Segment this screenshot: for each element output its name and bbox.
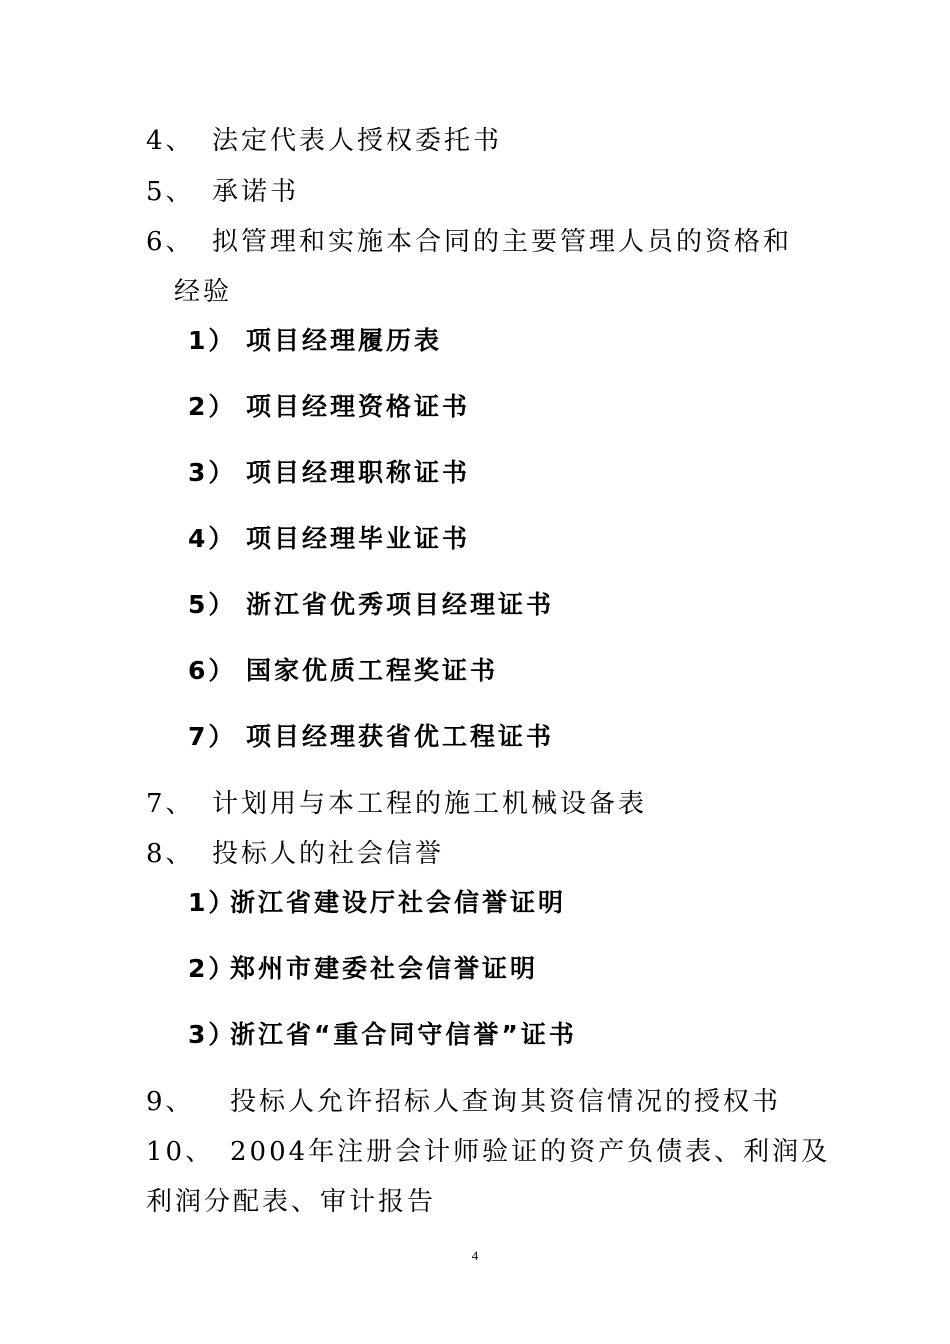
sub-item xyxy=(188,588,554,622)
sub-item-text: 浙江省优秀项目经理证书 xyxy=(246,590,555,619)
sub-item-text: 项目经理履历表 xyxy=(246,326,443,355)
item-number: 9、 xyxy=(146,1087,195,1117)
sub-item xyxy=(188,324,442,358)
item-text: 法定代表人授权委托书 xyxy=(212,126,503,156)
list-item xyxy=(146,787,647,821)
list-item-continuation: 利润分配表、审计报告 xyxy=(146,1187,437,1217)
sub-item-number: 2） xyxy=(188,392,237,421)
sub-item-text: 浙江省建设厅社会信誉证明 xyxy=(230,888,567,917)
item-number: 6、 xyxy=(146,227,195,257)
item-text: 拟管理和实施本合同的主要管理人员的资格和 xyxy=(212,227,793,257)
sub-item-text: 项目经理获省优工程证书 xyxy=(246,722,555,751)
sub-item xyxy=(188,1018,577,1052)
list-item xyxy=(146,1085,781,1119)
item-text: 计划用与本工程的施工机械设备表 xyxy=(212,789,648,819)
sub-item-number: 5） xyxy=(188,590,237,619)
sub-item xyxy=(188,720,554,754)
sub-item xyxy=(188,654,498,688)
sub-item-number: 6） xyxy=(188,656,237,685)
item-text: 投标人允许招标人查询其资信情况的授权书 xyxy=(230,1087,782,1117)
list-item xyxy=(146,124,502,158)
item-number: 8、 xyxy=(146,839,195,869)
sub-item xyxy=(188,456,470,490)
list-item xyxy=(146,837,444,871)
list-item xyxy=(146,175,299,209)
item-number: 10、 xyxy=(146,1137,215,1167)
item-text: 承诺书 xyxy=(212,177,300,207)
sub-item-text: 项目经理资格证书 xyxy=(246,392,471,421)
sub-item xyxy=(188,390,470,424)
sub-item-number: 3） xyxy=(188,1020,237,1049)
list-item-continuation: 经验 xyxy=(174,277,233,307)
item-number: 4、 xyxy=(146,126,195,156)
sub-item xyxy=(188,886,566,920)
sub-item-text: 浙江省“重合同守信誉”证书 xyxy=(230,1020,577,1049)
item-number: 5、 xyxy=(146,177,195,207)
sub-item-number: 7） xyxy=(188,722,237,751)
sub-item-number: 3） xyxy=(188,458,237,487)
list-item xyxy=(146,1135,830,1169)
sub-item-text: 郑州市建委社会信誉证明 xyxy=(230,954,539,983)
item-text: 2004年注册会计师验证的资产负债表、利润及 xyxy=(230,1137,831,1167)
sub-item-number: 4） xyxy=(188,524,237,553)
sub-item-text: 项目经理职称证书 xyxy=(246,458,471,487)
sub-item xyxy=(188,522,470,556)
sub-item-number: 2） xyxy=(188,954,237,983)
item-text: 投标人的社会信誉 xyxy=(212,839,445,869)
sub-item-text: 项目经理毕业证书 xyxy=(246,524,471,553)
page-number: 4 xyxy=(471,1248,479,1263)
sub-item xyxy=(188,952,538,986)
list-item xyxy=(146,225,792,259)
item-number: 7、 xyxy=(146,789,195,819)
sub-item-number: 1） xyxy=(188,888,237,917)
sub-item-number: 1） xyxy=(188,326,237,355)
sub-item-text: 国家优质工程奖证书 xyxy=(246,656,499,685)
